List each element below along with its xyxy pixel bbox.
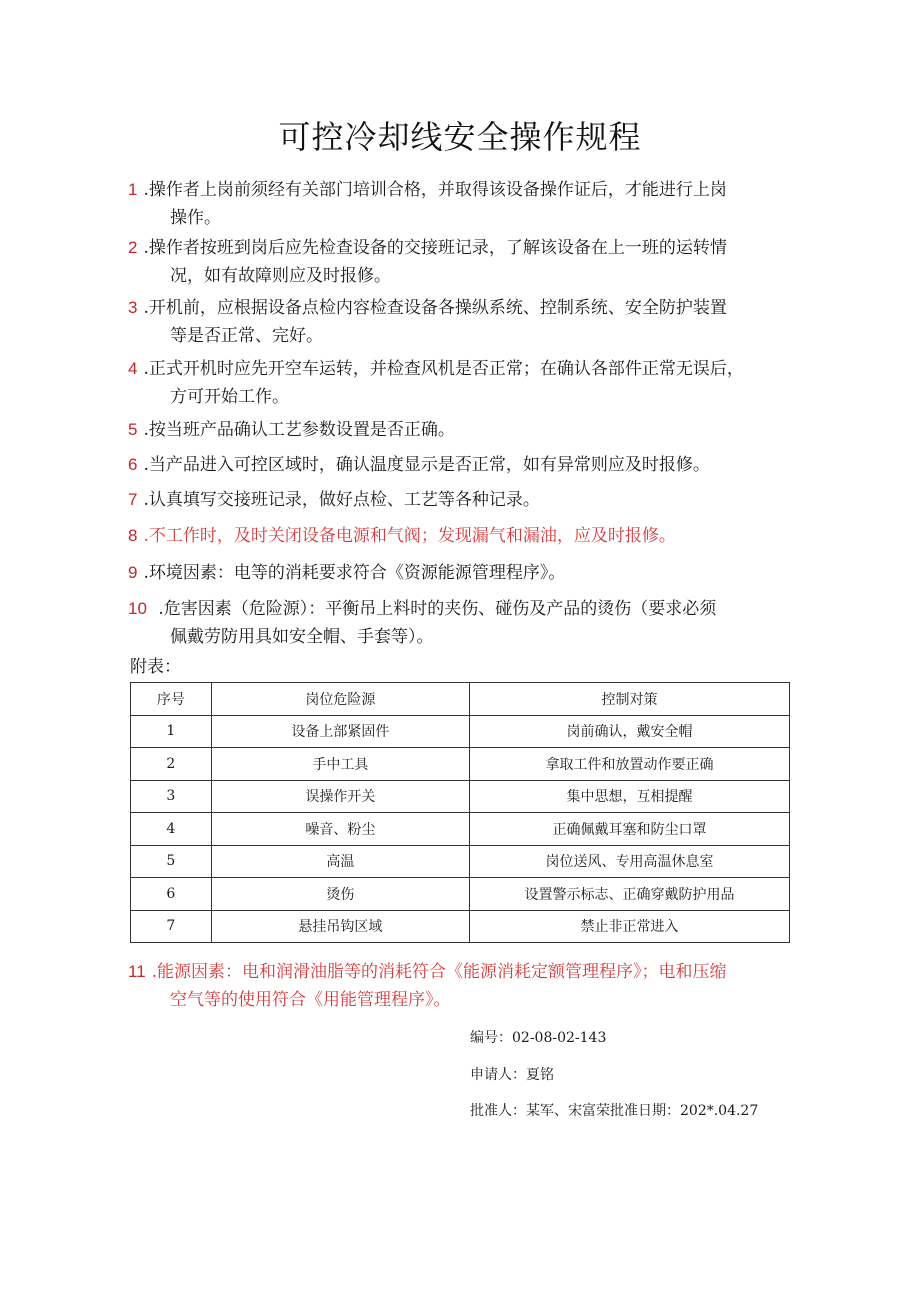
rule-text-continued: 等是否正常、完好。: [170, 326, 323, 346]
cell-index: 7: [131, 910, 212, 943]
rule-item-2: [128, 234, 808, 290]
rule-item-3: [128, 294, 808, 350]
rule-text-continued: 佩戴劳防用具如安全帽、手套等）。: [170, 627, 434, 647]
cell-index: 2: [131, 748, 212, 781]
rule-item-11: [128, 958, 808, 1014]
cell-control: 岗前确认，戴安全帽: [469, 715, 789, 748]
cell-hazard: 设备上部紧固件: [211, 715, 469, 748]
rule-text: .当产品进入可控区域时，确认温度显示是否正常，如有异常则应及时报修。: [143, 455, 710, 475]
hazard-table: [130, 682, 790, 943]
rule-text: .开机前，应根据设备点检内容检查设备各操纵系统、控制系统、安全防护装置: [143, 298, 727, 318]
rule-item-1: [128, 176, 808, 232]
header-index: 序号: [131, 683, 212, 716]
header-hazard: 岗位危险源: [211, 683, 469, 716]
rule-number: 4: [128, 359, 138, 378]
rule-item-6: [128, 451, 808, 479]
rule-item-7: [128, 486, 808, 514]
cell-hazard: 误操作开关: [211, 780, 469, 813]
rule-text: .按当班产品确认工艺参数设置是否正确。: [143, 420, 455, 440]
table-header-row: [131, 683, 790, 716]
rule-item-10: [128, 595, 808, 651]
cell-control: 设置警示标志、正确穿戴防护用品: [469, 878, 789, 911]
cell-hazard: 烫伤: [211, 878, 469, 911]
rule-number: 8: [128, 526, 138, 545]
cell-index: 5: [131, 845, 212, 878]
rule-text-continued: 操作。: [170, 208, 221, 228]
rule-text: .不工作时，及时关闭设备电源和气阀；发现漏气和漏油，应及时报修。: [143, 526, 676, 546]
table-row: [131, 910, 790, 943]
table-row: [131, 878, 790, 911]
cell-index: 4: [131, 813, 212, 846]
rule-text-continued: 况，如有故障则应及时报修。: [170, 266, 391, 286]
rule-text: .能源因素：电和润滑油脂等的消耗符合《能源消耗定额管理程序》；电和压缩: [151, 962, 727, 982]
rule-text: .操作者按班到岗后应先检查设备的交接班记录，了解该设备在上一班的运转情: [143, 238, 727, 258]
rule-text-continued: 方可开始工作。: [170, 387, 289, 407]
rule-number: 7: [128, 490, 138, 509]
rule-text: .正式开机时应先开空车运转，并检查风机是否正常；在确认各部件正常无误后，: [143, 359, 744, 379]
table-row: [131, 813, 790, 846]
cell-hazard: 悬挂吊钩区域: [211, 910, 469, 943]
rule-item-5: [128, 416, 808, 444]
rule-number: 2: [128, 238, 138, 257]
rule-item-4: [128, 355, 808, 411]
cell-hazard: 噪音、粉尘: [211, 813, 469, 846]
cell-hazard: 高温: [211, 845, 469, 878]
rule-number: 10: [128, 599, 147, 618]
rule-text: .认真填写交接班记录，做好点检、工艺等各种记录。: [143, 490, 540, 510]
rule-text: .操作者上岗前须经有关部门培训合格，并取得该设备操作证后，才能进行上岗: [143, 180, 727, 200]
table-row: [131, 748, 790, 781]
rule-number: 5: [128, 420, 138, 439]
rule-number: 3: [128, 298, 138, 317]
rule-number: 1: [128, 180, 138, 199]
cell-control: 集中思想，互相提醒: [469, 780, 789, 813]
rule-item-9: [128, 559, 808, 587]
rule-text: .危害因素（危险源）：平衡吊上料时的夹伤、碰伤及产品的烫伤（要求必须: [152, 599, 717, 619]
cell-index: 3: [131, 780, 212, 813]
applicant: 申请人：夏铭: [470, 1067, 554, 1083]
approver: 批准人：某军、宋富荣批准日期：202*.04.27: [470, 1103, 759, 1119]
rule-item-8: [128, 522, 808, 550]
cell-control: 岗位送风、专用高温休息室: [469, 845, 789, 878]
rule-number: 9: [128, 563, 138, 582]
rule-text: .环境因素：电等的消耗要求符合《资源能源管理程序》。: [143, 563, 566, 583]
table-row: [131, 780, 790, 813]
rule-number: 6: [128, 455, 138, 474]
header-control: 控制对策: [469, 683, 789, 716]
table-row: [131, 715, 790, 748]
document-title: 可控冷却线安全操作规程: [278, 118, 642, 156]
cell-index: 1: [131, 715, 212, 748]
appendix-label: 附表：: [130, 657, 181, 677]
cell-control: 拿取工件和放置动作要正确: [469, 748, 789, 781]
rule-number: 11: [128, 962, 146, 981]
document-code: 编号：02-08-02-143: [470, 1030, 607, 1046]
cell-control: 正确佩戴耳塞和防尘口罩: [469, 813, 789, 846]
table-row: [131, 845, 790, 878]
cell-index: 6: [131, 878, 212, 911]
cell-control: 禁止非正常进入: [469, 910, 789, 943]
cell-hazard: 手中工具: [211, 748, 469, 781]
rule-text-continued: 空气等的使用符合《用能管理程序》。: [170, 990, 451, 1010]
